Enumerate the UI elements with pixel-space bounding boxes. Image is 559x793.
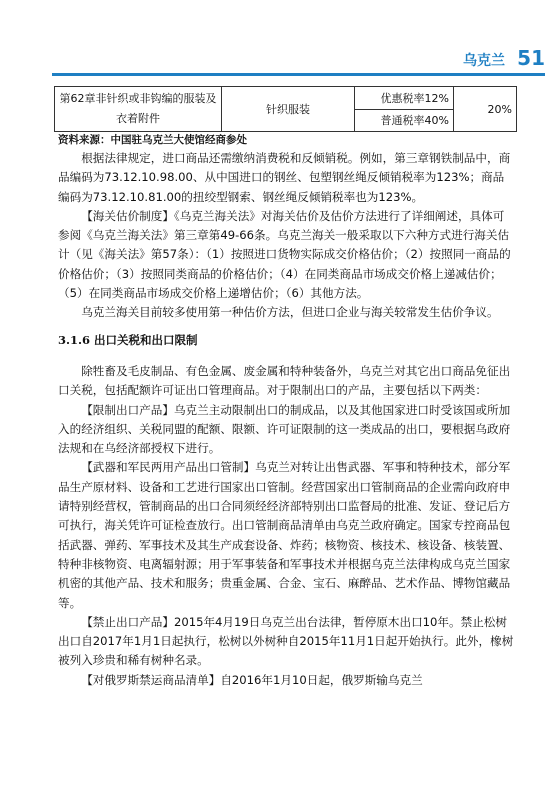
section-heading: 3.1.6 出口关税和出口限制 [58,332,198,347]
paragraph: 【禁止出口产品】2015年4月19日乌克兰出台法律，暂停原木出口10年。禁止松树出口自2017年1月1日起执行，松树以外树种自2015年11月1日起开始执行。此外，橡树被列入珍贵和稀有树种名录。 [58,614,514,668]
paragraph: 【对俄罗斯禁运商品清单】自2016年1月10日起，俄罗斯输乌克兰 [81,672,423,687]
page-header [52,46,545,74]
table-row [55,87,517,110]
table-cell-rate: 优惠税率12% [355,87,454,110]
paragraph: 根据法律规定，进口商品还需缴纳消费税和反倾销税。例如，第三章钢铁制品中，商品编码为73.12.10.98.00、从中国进口的钢丝、包塑钢丝绳反倾销税率为123%；商品编码为73.12.10.81.00的扭绞型钢索、钢丝绳反倾销税率也为123%。 [58,151,511,204]
page-body [58,132,514,690]
header-country: 乌克兰 [463,53,505,69]
paragraph: 乌克兰海关目前较多使用第一种估价方法，但进口企业与海关较常发生估价争议。 [81,305,499,320]
paragraph: 【武器和军民两用产品出口管制】乌克兰对转让出售武器、军事和特种技术，部分军品生产原材料、设备和工艺进行国家出口管制。经营国家出口管制商品的企业需向政府申请特别经营权，管制商品的出口合同须经经济部特别出口监督局的批准、发证、登记后方可执行，海关凭许可证检查放行。出口管制商品清单由乌克兰政府确定。国家专控商品包括武器、弹药、军事技术及其生产成套设备、炸药；核物资、核技术、核设备、核装置、特种非核物资、电离辐射源；用于军事装备和军事技术并根据乌克兰法律构成乌克兰国家机密的其他产品、技术和服务；贵重金属、合金、宝石、麻醉品、艺术作品、博物馆藏品等。 [58,460,511,610]
header-rule [52,73,545,76]
table-cell-rate: 普通税率40% [355,109,454,132]
table-cell-category: 第62章非针织或非钩编的服装及衣着附件 [55,87,222,132]
paragraph: 除牲畜及毛皮制品、有色金属、废金属和特种装备外，乌克兰对其它出口商品免征出口关税，包括配额许可证出口管理商品。对于限制出口的产品，主要包括以下两类： [58,363,511,398]
paragraph: 【限制出口产品】乌克兰主动限制出口的制成品，以及其他国家进口时受该国或所加入的经济组织、关税同盟的配额、限额、许可证限制的这一类成品的出口，要根据乌政府法规和在乌经济部授权下进行。 [58,402,511,456]
paragraph: 【海关估价制度】《乌克兰海关法》对海关估价及估价方法进行了详细阐述，具体可参阅《乌克兰海关法》第三章第49-66条。乌克兰海关一般采取以下六种方式进行海关估计（见《海关法》第57条）：（1）按照进口货物实际成交价格估价；（2）按照同一商品的价格估价；（3）按照同类商品的价格估价；（4）在同类商品市场成交价格上递减估价；（5）在同类商品市场成交价格上递增估价；（6）其他方法。 [58,208,511,301]
page-number: 51 [517,46,545,70]
table-cell-value: 20% [454,87,517,132]
table-cell-product: 针织服装 [222,87,355,132]
tariff-table [54,86,517,132]
source-note: 资料来源：中国驻乌克兰大使馆经商参处 [58,134,247,146]
